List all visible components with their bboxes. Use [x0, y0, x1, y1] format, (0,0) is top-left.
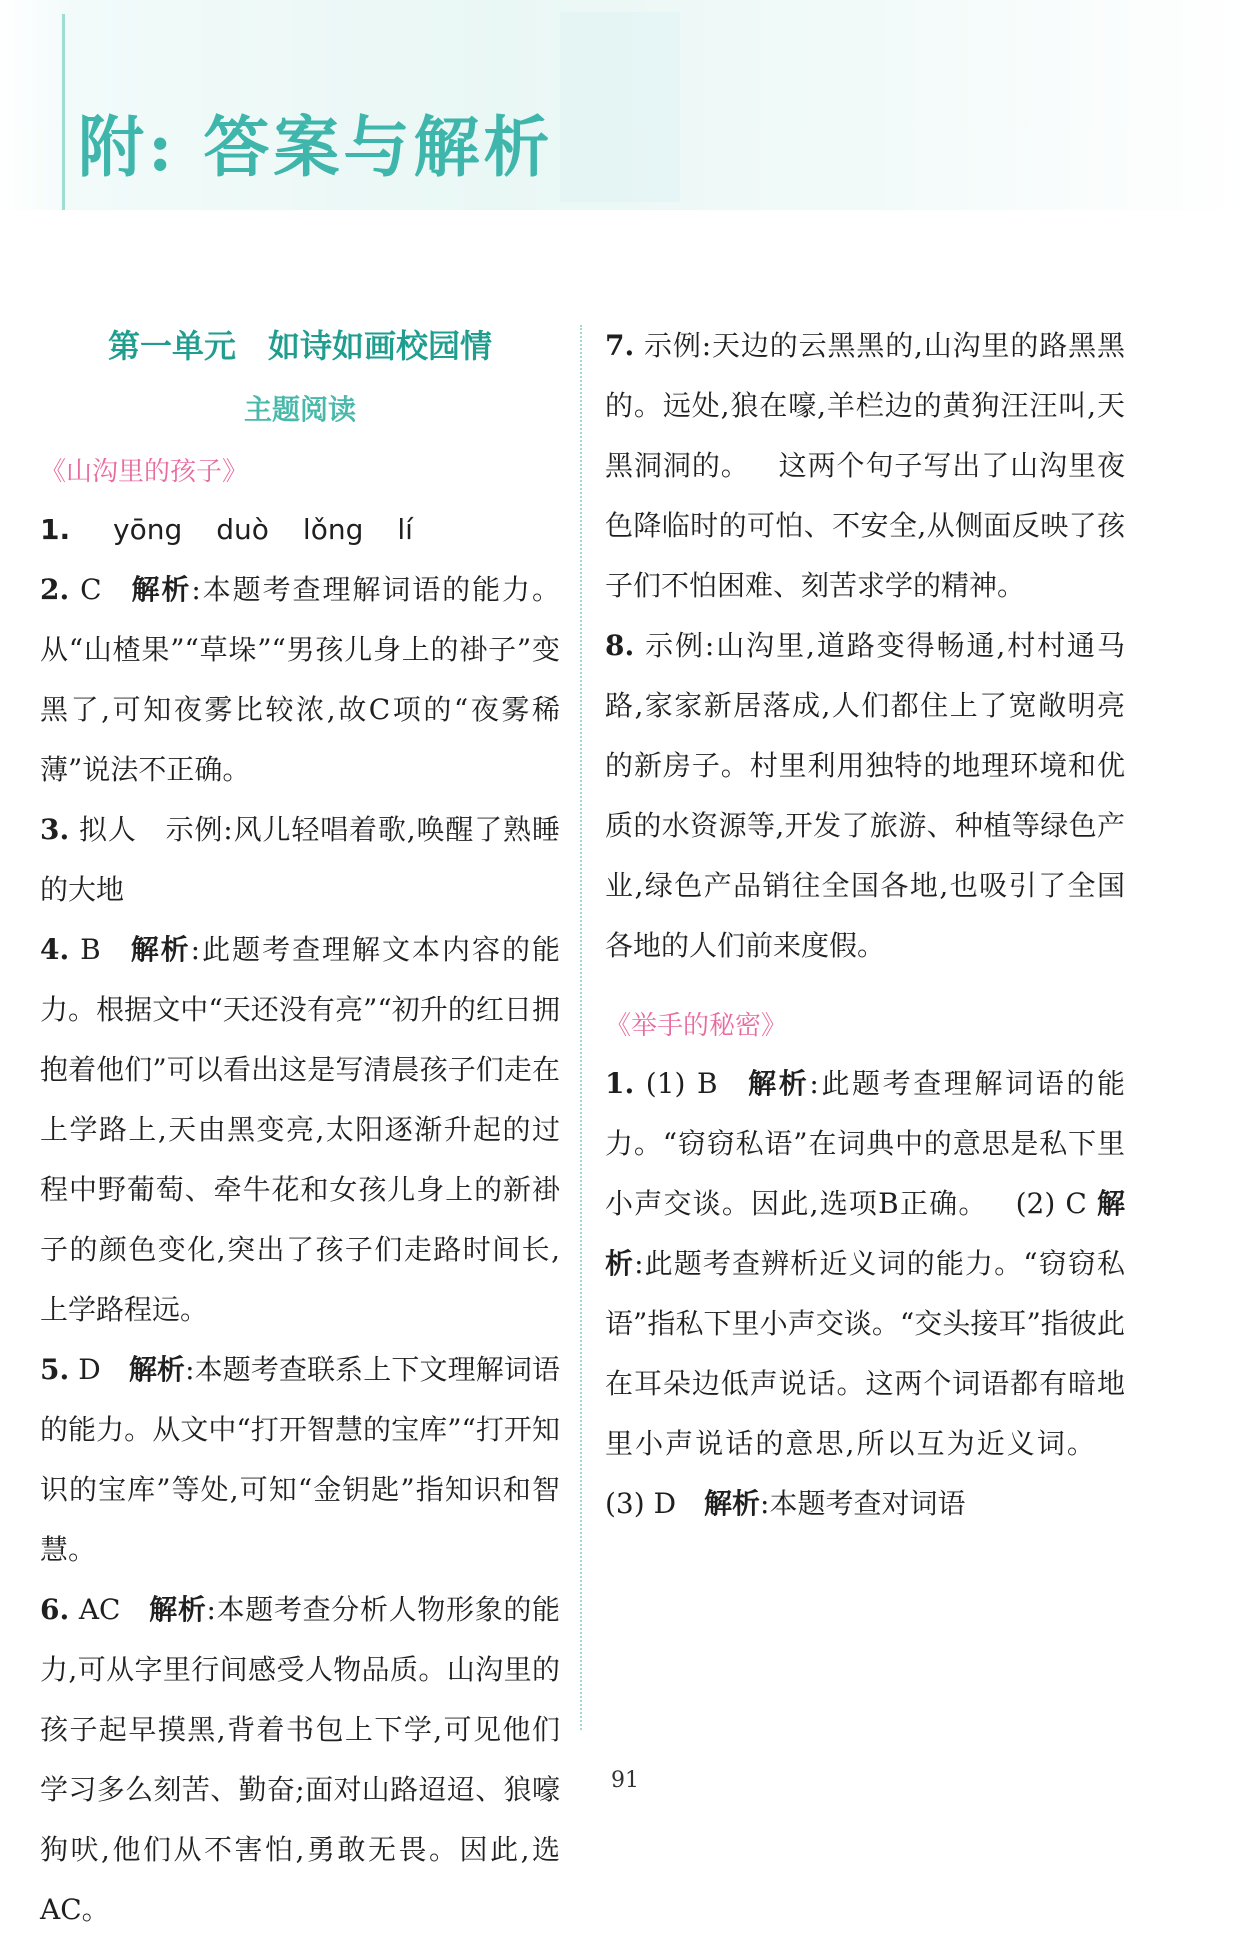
- analysis-text: :本题考查对词语: [760, 1487, 966, 1520]
- analysis-label: 解析: [128, 933, 191, 966]
- analysis-text: :此题考查辨析近义词的能力。“窃窃私语”指私下里小声交谈。“交头接耳”指彼此在耳朵边低声说话。这两个词语都有暗地里小声说话的意思,所以互为近义词。: [605, 1247, 1125, 1460]
- item-number: 5.: [40, 1353, 70, 1386]
- item-number: 2.: [40, 573, 70, 606]
- analysis-label: 解析: [605, 1187, 1125, 1280]
- pinyin: duò: [216, 513, 269, 546]
- item-number: 1.: [605, 1067, 635, 1100]
- story-title: 《山沟里的孩子》: [40, 457, 249, 487]
- answer-item: [40, 500, 560, 560]
- analysis-text: :此题考查理解词语的能力。“窃窃私语”在词典中的意思是私下里小声交谈。因此,选项B正确。: [605, 1067, 1126, 1220]
- item-number: 1.: [40, 513, 71, 546]
- pinyin: lí: [397, 513, 413, 546]
- answer-choice: D: [78, 1353, 101, 1386]
- item-number: 3.: [40, 813, 70, 846]
- analysis-label: 解析: [148, 1593, 207, 1626]
- answer-text: 示例:天边的云黑黑的,山沟里的路黑黑的。远处,狼在嚎,羊栏边的黄狗汪汪叫,天黑洞洞的。: [605, 329, 1125, 482]
- answer-item: [40, 1580, 560, 1940]
- item-number: 6.: [40, 1593, 70, 1626]
- answer-choice: C: [80, 573, 102, 606]
- answer-choice: AC: [78, 1593, 121, 1626]
- analysis-label: 解析: [704, 1487, 761, 1520]
- pinyin: yōng: [113, 513, 183, 546]
- answer-item: [605, 616, 1125, 976]
- answer-item: [40, 1340, 560, 1580]
- banner-decoration: [560, 12, 680, 202]
- story-title: 《举手的秘密》: [605, 1011, 788, 1041]
- answer-item: [40, 560, 560, 800]
- column-divider: [580, 325, 582, 1730]
- answer-text: 示例:山沟里,道路变得畅通,村村通马路,家家新居落成,人们都住上了宽敞明亮的新房子。村里利用独特的地理环境和优质的水资源等,开发了旅游、种植等绿色产业,绿色产品销往全国各地,也吸引了全国各地的人们前来度假。: [605, 629, 1125, 962]
- answer-item: [40, 920, 560, 1340]
- item-number: 8.: [605, 629, 635, 662]
- answer-item: [40, 800, 560, 920]
- analysis-text: :此题考查理解文本内容的能力。根据文中“天还没有亮”“初升的红日拥抱着他们”可以看出这是写清晨孩子们走在上学路上,天由黑变亮,太阳逐渐升起的过程中野葡萄、牵牛花和女孩儿身上的新褂子的颜色变化,突出了孩子们走路时间长,上学路程远。: [40, 933, 560, 1326]
- section-title: 主题阅读: [243, 393, 356, 426]
- answer-choice: B: [80, 933, 101, 966]
- left-column: [40, 316, 560, 1940]
- answer-text: 拟人 示例:风儿轻唱着歌,唤醒了熟睡的大地: [40, 813, 560, 906]
- item-number: 7.: [605, 329, 635, 362]
- unit-title: [40, 316, 560, 376]
- sub-answer: (2) C: [1015, 1187, 1087, 1220]
- analysis-text: :本题考查分析人物形象的能力,可从字里行间感受人物品质。山沟里的孩子起早摸黑,背着书包上下学,可见他们学习多么刻苦、勤奋;面对山路迢迢、狼嚎狗吠,他们从不害怕,勇敢无畏。因此,选AC。: [40, 1593, 560, 1926]
- page-number: 91: [611, 1768, 639, 1793]
- unit-name: 如诗如画校园情: [268, 327, 493, 365]
- unit-number: 第一单元: [107, 327, 236, 365]
- sub-answer: (1) B: [645, 1067, 718, 1100]
- page-title: 附: 答案与解析: [78, 108, 554, 186]
- sub-answer: (3) D: [605, 1487, 677, 1520]
- answer-text: 这两个句子写出了山沟里夜色降临时的可怕、不安全,从侧面反映了孩子们不怕困难、刻苦求学的精神。: [605, 449, 1125, 602]
- header-banner: [0, 0, 1250, 210]
- banner-rule: [62, 14, 65, 210]
- pinyin: lǒng: [302, 513, 364, 546]
- analysis-text: :本题考查联系上下文理解词语的能力。从文中“打开智慧的宝库”“打开知识的宝库”等处,可知“金钥匙”指知识和智慧。: [40, 1353, 560, 1566]
- analysis-label: 解析: [745, 1067, 810, 1100]
- item-number: 4.: [40, 933, 70, 966]
- analysis-text: :本题考查理解词语的能力。从“山楂果”“草垛”“男孩儿身上的褂子”变黑了,可知夜雾比较浓,故C项的“夜雾稀薄”说法不正确。: [40, 573, 560, 786]
- right-column: [605, 316, 1125, 1534]
- answer-item: [605, 316, 1125, 616]
- analysis-label: 解析: [128, 1353, 186, 1386]
- analysis-label: 解析: [129, 573, 192, 606]
- answer-item: [605, 1054, 1125, 1534]
